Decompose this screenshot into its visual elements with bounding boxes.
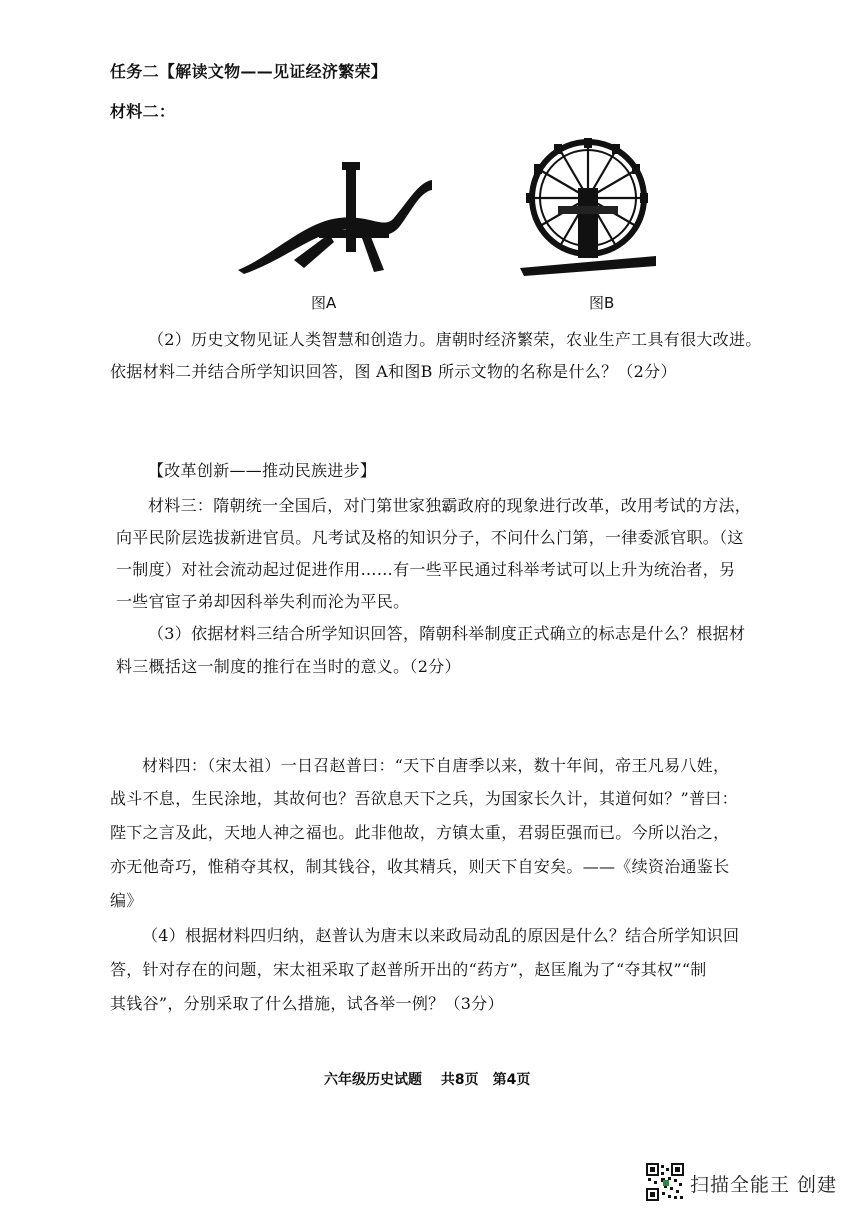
question4-line-2: 答，针对存在的问题，宋太祖采取了赵普所开出的“药方”，赵匡胤为了“夺其权”“制 [110,960,707,979]
material4-line-4: 亦无他奇巧，惟稍夺其权，制其钱谷，收其精兵，则天下自安矣。——《续资治通鉴长 [110,857,730,876]
question4-line-1: （4）根据材料四归纳，赵普认为唐末以来政局动乱的原因是什么？结合所学知识回 [142,926,740,945]
question4-line-3: 其钱谷”，分别采取了什么措施，试各举一例？（3分） [110,994,504,1013]
material3-line-4: 一些官宦子弟却因科举失利而沦为平民。 [116,592,410,611]
material3-line-3: 一制度）对社会流动起过促进作用……有一些平民通过科举考试可以上升为统治者，另 [116,560,736,579]
question3-line-2: 料三概括这一制度的推行在当时的意义。（2分） [116,657,461,676]
qr-code-icon [646,1163,684,1201]
material4-line-5: 编》 [110,891,143,910]
waterwheel-icon [518,136,658,276]
material3-line-2: 向平民阶层选拔新进官员。凡考试及格的知识分子，不问什么门第，一律委派官职。（这 [116,528,744,547]
curved-plow-icon [234,160,434,275]
page-footer: 六年级历史试题 共8页 第4页 [324,1072,531,1088]
figure-b-caption: 图B [589,294,615,312]
material3-line-1: 材料三：隋朝统一全国后，对门第世家独霸政府的现象进行改革，改用考试的方法， [148,496,752,515]
figure-a [234,160,434,275]
question3-line-1: （3）依据材料三结合所学知识回答，隋朝科举制度正式确立的标志是什么？根据材 [148,624,746,643]
reform-heading: 【改革创新——推动民族进步】 [148,461,377,480]
watermark-text: 扫描全能王 创建 [690,1174,838,1196]
watermark-qr [646,1163,684,1201]
figure-a-caption: 图A [311,294,337,312]
task2-heading: 任务二【解读文物——见证经济繁荣】 [110,62,388,81]
material4-line-3: 陛下之言及此，天地人神之福也。此非他故，方镇太重，君弱臣强而已。今所以治之， [110,823,730,842]
material2-label: 材料二： [110,102,176,121]
question2-line-2: 依据材料二并结合所学知识回答，图 A和图B 所示文物的名称是什么？（2分） [110,362,677,381]
material4-line-2: 战斗不息，生民涂地，其故何也？吾欲息天下之兵，为国家长久计，其道何如？”普曰： [110,789,738,808]
material4-line-1: 材料四：（宋太祖）一日召赵普曰：“天下自唐季以来，数十年间，帝王凡易八姓， [142,756,730,775]
question2-line-1: （2）历史文物见证人类智慧和创造力。唐朝时经济繁荣，农业生产工具有很大改进。 [148,330,762,349]
figure-b [518,136,658,276]
